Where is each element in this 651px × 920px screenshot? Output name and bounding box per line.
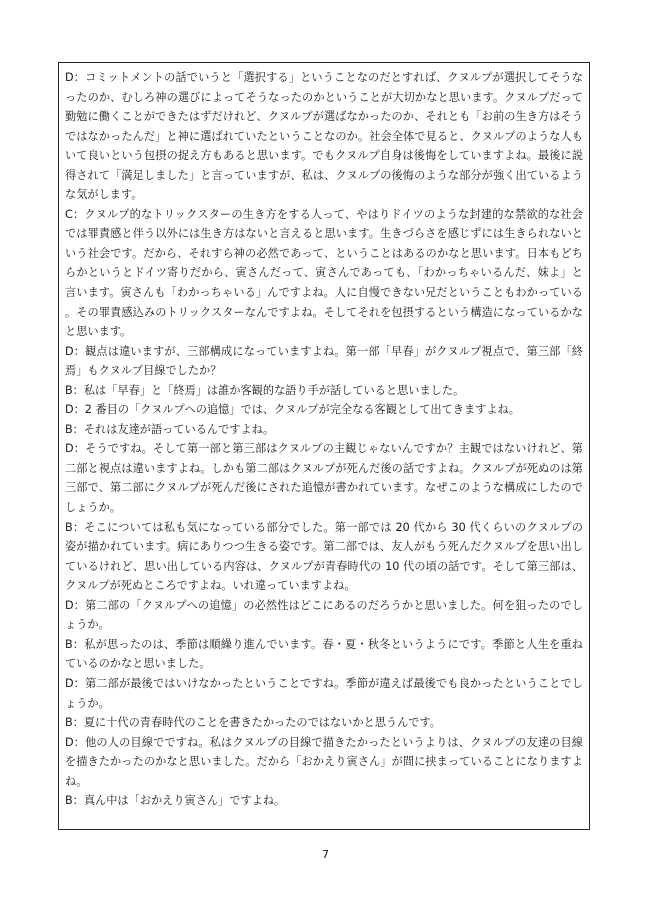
dialogue-paragraph: D：第二部が最後ではいけなかったということですね。季節が違えば最後でも良かったということでしょうか。 bbox=[65, 676, 583, 710]
dialogue-paragraph: D：他の人の目線でですね。私はクヌルプの目線で描きたかったというよりは、クヌルプの友達の目線を描きたかったのかなと思いました。だから「おかえり寅さん」が間に挟まっていることになりますよね。 bbox=[65, 735, 583, 788]
dialogue-paragraph: D：2 番目の「クヌルプへの追憶」では、クヌルプが完全なる客観として出てきますよね。 bbox=[65, 403, 520, 417]
dialogue-paragraph: D：観点は違いますが、三部構成になっていますよね。第一部「早春」がクヌルプ視点で、第三部「終焉」もクヌルプ目線でしたか？ bbox=[65, 344, 583, 378]
dialogue-paragraph: B：そこについては私も気になっている部分でした。第一部では 20 代から 30 代くらいのクヌルプの姿が描かれています。病にありつつ生きる姿です。第二部では、友人がもう死んだクヌルプを思い出しているけれど、思い出している内容は、クヌルプが青春時代の 10 代の頃の話です。そして第三部は、クヌルプが死ぬところですよね。いれ違っていますよね。 bbox=[65, 520, 583, 593]
dialogue-paragraph: D：そうですね。そして第一部と第三部はクヌルプの主観じゃないんですか？主観ではないけれど、第二部と視点は違いますよね。しかも第二部はクヌルプが死んだ後の話ですよね。クヌルプが死ぬのは第三部で、第二部にクヌルプが死んだ後にされた追憶が書かれています。なぜこのような構成にしたのでしょうか。 bbox=[65, 442, 583, 515]
dialogue-paragraph: D：コミットメントの話でいうと「選択する」ということなのだとすれば、クヌルプが選択してそうなったのか、むしろ神の選びによってそうなったのかということが大切かなと思います。クヌルプだって勤勉に働くことができたはずだけれど、クヌルプが選ばなかったのか、それとも「お前の生き方はそうではなかったんだ」と神に選ばれていたということなのか。社会全体で見ると、クヌルプのような人もいて良いという包摂の捉え方もあると思います。でもクヌルプ自身は後悔をしていますよね。最後に説得されて「満足しました」と言っていますが、私は、クヌルプの後悔のような部分が強く出ているような気がします。 bbox=[65, 71, 583, 202]
dialogue-paragraph: B：夏に十代の青春時代のことを書きたかったのではないかと思うんです。 bbox=[65, 716, 441, 730]
dialogue-paragraph: B：私は「早春」と「終焉」は誰か客観的な語り手が話していると思いました。 bbox=[65, 383, 465, 397]
dialogue-box bbox=[58, 62, 590, 830]
dialogue-paragraph: B：私が思ったのは、季節は順繰り進んでいます。春・夏・秋冬というようにです。季節と人生を重ねているのかなと思いました。 bbox=[65, 637, 583, 671]
dialogue-paragraph: D：第二部の「クヌルプへの追憶」の必然性はどこにあるのだろうかと思いました。何を狙ったのでしょうか。 bbox=[65, 598, 583, 632]
dialogue-paragraph: B：それは友達が語っているんですよね。 bbox=[65, 422, 275, 436]
page-number: 7 bbox=[322, 848, 329, 861]
dialogue-paragraph: B：真ん中は「おかえり寅さん」ですよね。 bbox=[65, 794, 286, 808]
dialogue-paragraph: C：クヌルプ的なトリックスターの生き方をする人って、やはりドイツのような封建的な禁欲的な社会では罪責感と伴う以外には生き方はないと言えると思います。生きづらさを感じずには生きられないという社会です。だから、それすら神の必然であって、ということはあるのかなと思います。日本もどちらかというとドイツ寄りだから、寅さんだって、寅さんであっても、「わかっちゃいるんだ、妹よ」と言います。寅さんも「わかっちゃいる」んですよね。人に自慢できない兄だということもわかっている。その罪責感込みのトリックスターなんですよね。そしてそれを包摂するという構造になっているかなと思います。 bbox=[65, 207, 583, 339]
